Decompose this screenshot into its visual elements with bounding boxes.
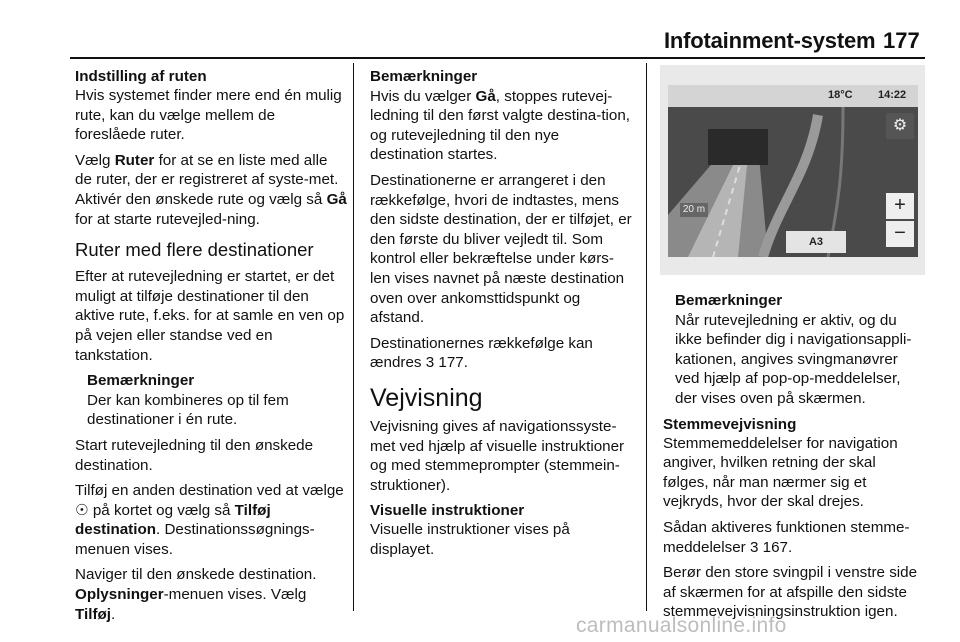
road-label: A3 (786, 231, 846, 253)
paragraph: Vejvisning gives af navigationssyste-met ved hjælp af visuelle instruktioner og med stemmeprompter (stemmein-struktioner). (370, 417, 625, 494)
note-box (675, 291, 925, 409)
note-text: Når rutevejledning er aktiv, og du ikke befinder dig i navigationsappli-kationen, angives svingmanøvrer ved hjælp af pop-op-meddelelser, der vises oven på skærmen. (675, 311, 912, 407)
subheading-voice: Stemmevejvisning (663, 415, 797, 433)
paragraph: Destinationerne er arrangeret i den rækkefølge, hvori de indtastes, mens den sidste destination, der er tilføjet, er den første du bliver vejledt til. Som kontrol eller bekræftelse under kørs-len vises navnet på næste destination oven over ankomsttidspunkt og afstand. (370, 171, 632, 327)
note-heading: Bemærkninger (370, 68, 478, 85)
heading-vejvisning: Vejvisning (370, 383, 483, 412)
navigation-screenshot (660, 65, 925, 275)
note-heading: Bemærkninger (87, 372, 195, 390)
paragraph: Efter at rutevejledning er startet, er det muligt at tilføje destinationer til den aktive rute, f.eks. for at samle en ven op på vejen eller standse ved en tankstation. (75, 268, 345, 364)
distance-label: 20 m (680, 203, 708, 217)
zoom-in-button[interactable]: + (886, 193, 914, 219)
heading-multi-destination: Ruter med flere destinationer (75, 239, 314, 261)
paragraph: Vælg Ruter for at se en liste med alle de ruter, der er registreret af syste-met. Aktivér den ønskede rute og vælg så Gå for at starte rutevejled-ning. (75, 151, 347, 228)
paragraph: Hvis systemet finder mere end én mulig rute, kan du vælge mellem de foreslåede ruter. (75, 87, 342, 144)
paragraph: Naviger til den ønskede destination. Oplysninger-menuen vises. Vælg Tilføj. (75, 566, 317, 623)
paragraph: Sådan aktiveres funktionen stemme-meddelelser 3 167. (663, 518, 910, 556)
page-ref-arrow-icon: 3 (425, 354, 435, 372)
nav-screen (668, 85, 918, 257)
status-bar (668, 85, 918, 107)
paragraph: Stemmemeddelelser for navigation angiver, hvilken retning der skal følges, når man nærmer sig et vejkryds, hvor der skal drejes. (663, 434, 898, 511)
watermark: carmanualsonline.info (576, 614, 787, 637)
note-text: Der kan kombineres op til fem destinationer i én rute. (87, 391, 289, 429)
note-heading: Bemærkninger (675, 292, 783, 309)
target-icon: ☉ (75, 501, 89, 519)
clock: 14:22 (878, 89, 907, 101)
paragraph: Tilføj en anden destination ved at vælge ☉ på kortet og vælg så Tilføj destination. Destinationssøgnings-menuen vises. (75, 482, 344, 558)
column-1 (75, 67, 347, 630)
settings-gear-icon[interactable]: ⚙ (886, 113, 914, 139)
temperature: 18°C (828, 89, 853, 101)
note-box (87, 371, 347, 430)
paragraph: Berør den store svingpil i venstre side af skærmen for at afspille den sidste stemmevejvisningsinstruktion igen. (663, 564, 918, 621)
column-3 (663, 291, 925, 628)
page-header-title: Infotainment-system (664, 28, 876, 53)
column-divider-2 (646, 63, 647, 611)
page-number: 177 (883, 28, 920, 53)
note-text: Hvis du vælger Gå, stoppes rutevej-ledning til den først valgte destina-tion, og rutevejledning til den nye destination startes. (370, 87, 631, 164)
subheading-visual: Visuelle instruktioner (370, 502, 525, 520)
subheading-route: Indstilling af ruten (75, 68, 207, 85)
column-divider-1 (353, 63, 354, 611)
paragraph: Visuelle instruktioner vises på displayet. (370, 521, 570, 558)
header-rule (70, 57, 925, 59)
paragraph: Start rutevejledning til den ønskede destination. (75, 436, 314, 474)
page-ref-arrow-icon: 3 (749, 538, 759, 556)
paragraph: Destinationernes rækkefølge kan ændres 3 177. (370, 334, 593, 372)
note-box (370, 67, 634, 165)
zoom-out-button[interactable]: − (886, 221, 914, 247)
column-2 (370, 67, 634, 565)
